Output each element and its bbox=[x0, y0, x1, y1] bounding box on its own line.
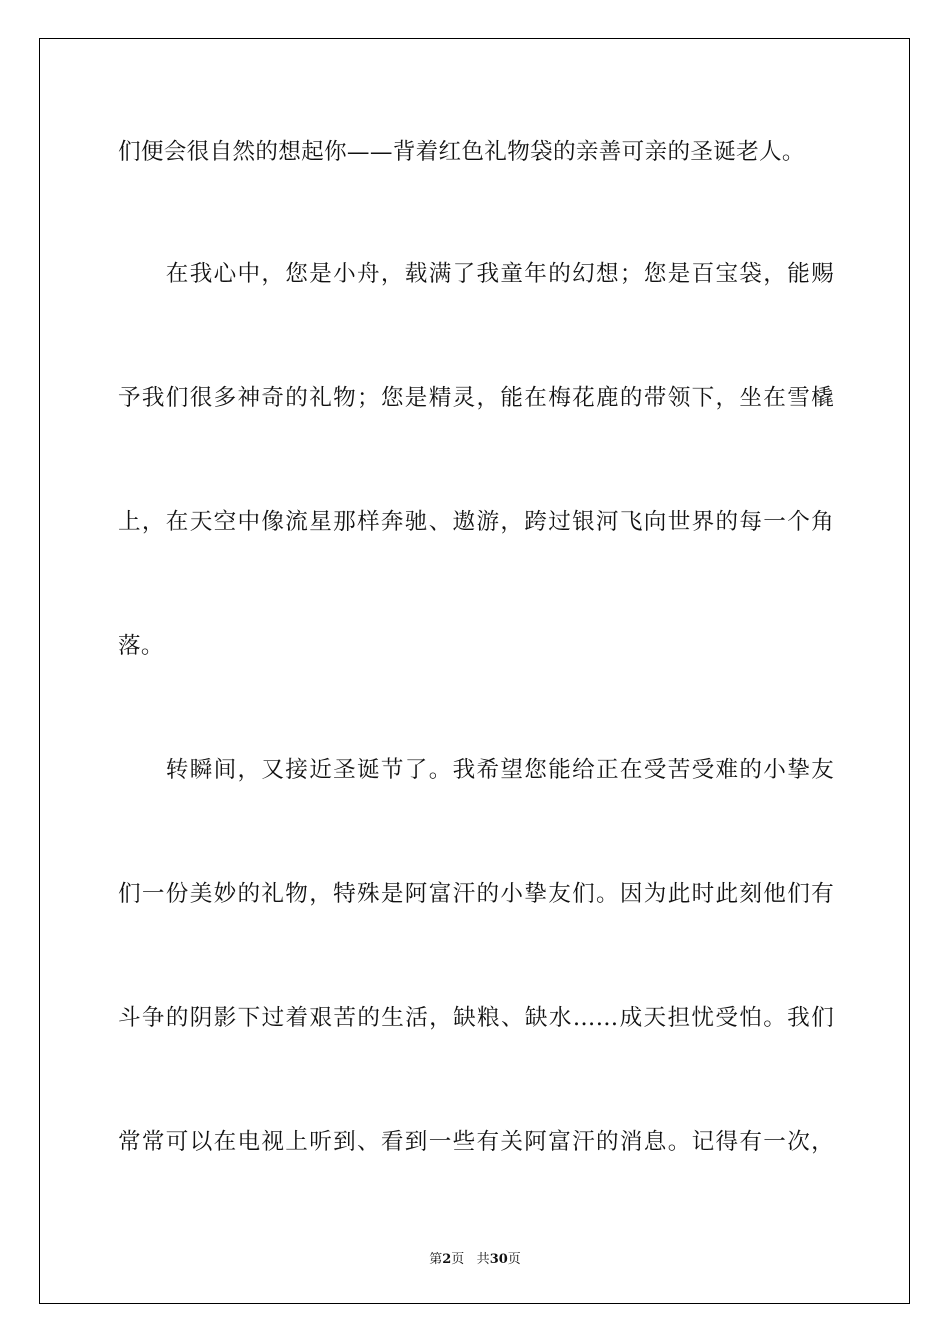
text-line-1: 们便会很自然的想起你——背着红色礼物袋的亲善可亲的圣诞老人。 bbox=[118, 139, 805, 165]
footer-total-unit: 页 bbox=[507, 1252, 521, 1267]
text-line-5: 落。 bbox=[118, 633, 164, 659]
text-line-4: 上，在天空中像流星那样奔驰、遨游，跨过银河飞向世界的每一个角 bbox=[118, 509, 834, 535]
text-line-3: 予我们很多神奇的礼物；您是精灵，能在梅花鹿的带领下，坐在雪橇 bbox=[118, 385, 834, 411]
text-line-9: 常常可以在电视上听到、看到一些有关阿富汗的消息。记得有一次， bbox=[118, 1129, 834, 1155]
text-line-8: 斗争的阴影下过着艰苦的生活，缺粮、缺水……成天担忧受怕。我们 bbox=[118, 1005, 834, 1031]
page-footer bbox=[0, 1248, 950, 1267]
text-line-2: 在我心中，您是小舟，载满了我童年的幻想；您是百宝袋，能赐 bbox=[118, 261, 834, 287]
footer-page-unit: 页 bbox=[451, 1252, 465, 1267]
text-line-7: 们一份美妙的礼物，特殊是阿富汗的小挚友们。因为此时此刻他们有 bbox=[118, 881, 834, 907]
footer-total-pages: 30 bbox=[489, 1252, 508, 1267]
footer-page-number: 2 bbox=[442, 1252, 452, 1267]
page-border bbox=[39, 38, 910, 1304]
footer-total-prefix: 共 bbox=[476, 1252, 490, 1267]
text-line-6: 转瞬间，又接近圣诞节了。我希望您能给正在受苦受难的小挚友 bbox=[118, 757, 834, 783]
footer-prefix: 第 bbox=[429, 1252, 443, 1267]
